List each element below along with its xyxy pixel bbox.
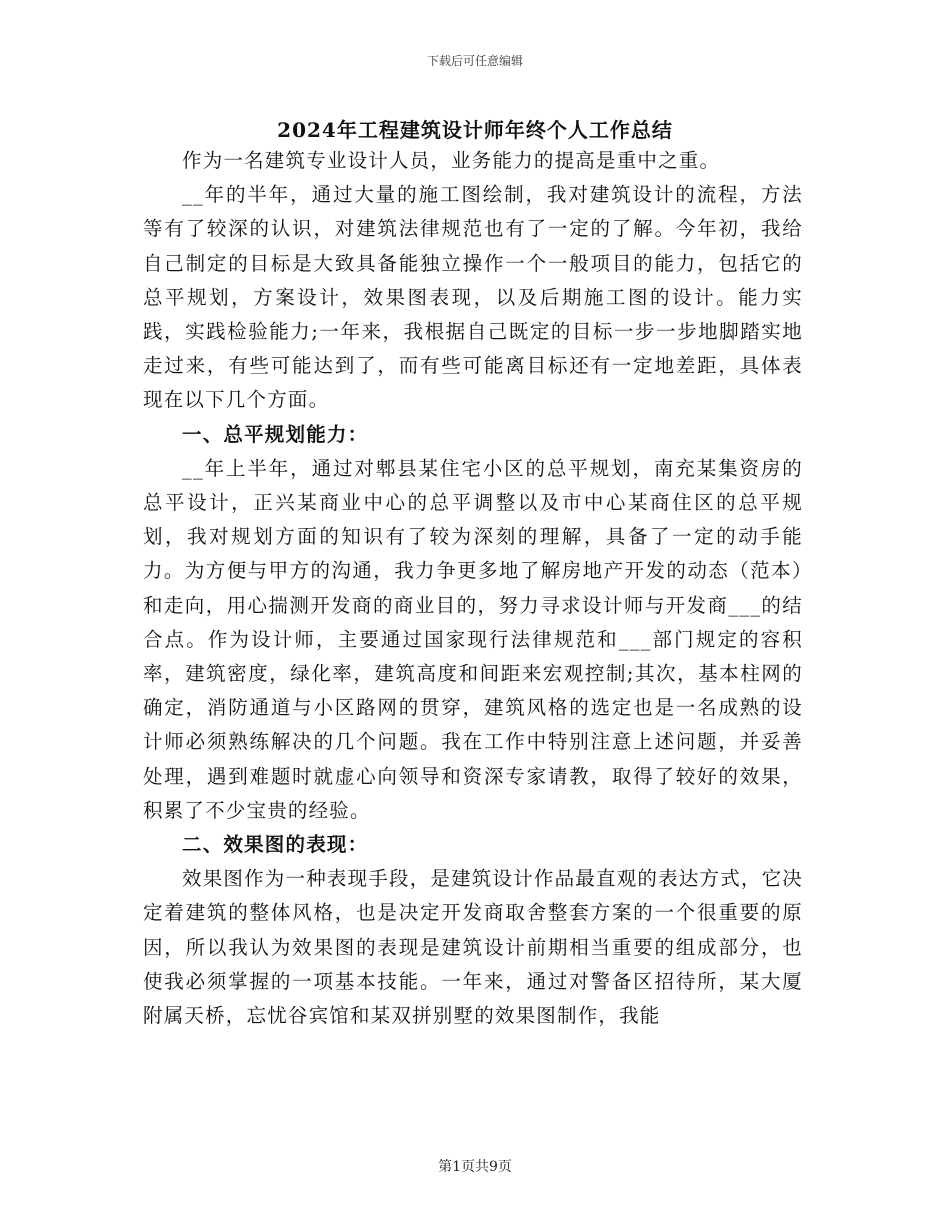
section-1-paragraph: __年上半年，通过对郫县某住宅小区的总平规划，南充某集资房的总平设计，正兴某商业中心的总平调整以及市中心某商住区的总平规划，我对规划方面的知识有了较为深刻的理解，具备了一定的动手能力。为方便与甲方的沟通，我力争更多地了解房地产开发的动态（范本）和走向，用心揣测开发商的商业目的，努力寻求设计师与开发商___的结合点。作为设计师，主要通过国家现行法律规范和___部门规定的容积率，建筑密度，绿化率，建筑高度和间距来宏观控制;其次，基本柱网的确定，消防通道与小区路网的贯穿，建筑风格的选定也是一名成熟的设计师必须熟练解决的几个问题。我在工作中特别注意上述问题，并妥善处理，遇到难题时就虚心向领导和资深专家请教，取得了较好的效果，积累了不少宝贵的经验。 [143, 456, 803, 822]
document-body [143, 144, 803, 1033]
page-number: 第1页共9页 [438, 1159, 512, 1175]
paragraph-1: __年的半年，通过大量的施工图绘制，我对建筑设计的流程，方法等有了较深的认识，对建筑法律规范也有了一定的了解。今年初，我给自己制定的目标是大致具备能独立操作一个一般项目的能力，包括它的总平规划，方案设计，效果图表现，以及后期施工图的设计。能力实践，实践检验能力;一年来，我根据自己既定的目标一步一步地脚踏实地走过来，有些可能达到了，而有些可能离目标还有一定地差距，具体表现在以下几个方面。 [143, 183, 803, 412]
section-1-heading: 一、总平规划能力： [182, 422, 369, 446]
intro-paragraph: 作为一名建筑专业设计人员，业务能力的提高是重中之重。 [182, 149, 721, 172]
section-2-heading: 二、效果图的表现： [182, 833, 369, 857]
section-2-paragraph: 效果图作为一种表现手段，是建筑设计作品最直观的表达方式，它决定着建筑的整体风格，也是决定开发商取舍整套方案的一个很重要的原因，所以我认为效果图的表现是建筑设计前期相当重要的组成部分，也使我必须掌握的一项基本技能。一年来，通过对警备区招待所，某大厦附属天桥，忘忧谷宾馆和某双拼别墅的效果图制作，我能 [143, 867, 804, 1028]
header-note: 下载后可任意编辑 [426, 54, 523, 68]
document-title: 2024年工程建筑设计师年终个人工作总结 [277, 118, 673, 142]
